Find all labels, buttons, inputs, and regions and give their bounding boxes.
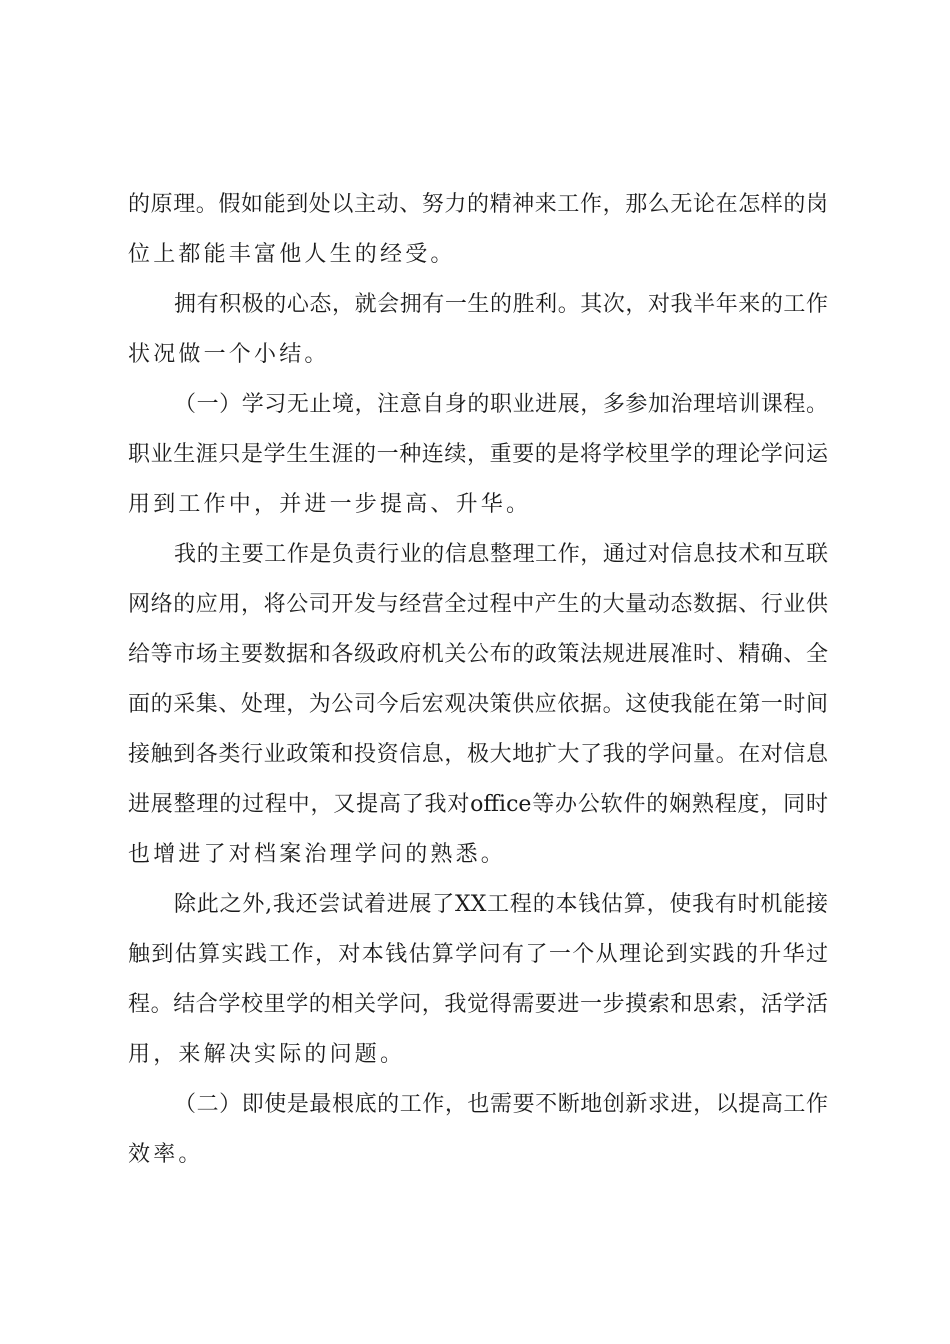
text-line: 网络的应用，将公司开发与经营全过程中产生的大量动态数据、行业供 — [128, 592, 828, 617]
text-line: 位上都能丰富他人生的经受。 — [128, 242, 456, 267]
text-line: 职业生涯只是学生生涯的一种连续，重要的是将学校里学的理论学问运 — [128, 442, 828, 467]
text-line: 也增进了对档案治理学问的熟悉。 — [128, 842, 507, 867]
text-line: 我的主要工作是负责行业的信息整理工作，通过对信息技术和互联 — [174, 542, 828, 567]
text-line: 接触到各类行业政策和投资信息，极大地扩大了我的学问量。在对信息 — [128, 742, 828, 767]
text-line: 触到估算实践工作，对本钱估算学问有了一个从理论到实践的升华过 — [128, 942, 828, 967]
text-line: （二）即使是最根底的工作，也需要不断地创新求进，以提高工作 — [174, 1092, 828, 1117]
text-line: 除此之外,我还尝试着进展了XX工程的本钱估算，使我有时机能接 — [174, 892, 828, 917]
text-line: 进展整理的过程中，又提高了我对office等办公软件的娴熟程度，同时 — [128, 792, 828, 817]
text-line: 状况做一个小结。 — [128, 342, 330, 367]
text-line: 拥有积极的心态，就会拥有一生的胜利。其次，对我半年来的工作 — [174, 292, 828, 317]
text-line: 用，来解决实际的问题。 — [128, 1042, 406, 1067]
text-line: 给等市场主要数据和各级政府机关公布的政策法规进展准时、精确、全 — [128, 642, 828, 667]
text-line: 程。结合学校里学的相关学问，我觉得需要进一步摸索和思索，活学活 — [128, 992, 828, 1017]
text-line: 效率。 — [128, 1142, 204, 1167]
text-line: 面的采集、处理，为公司今后宏观决策供应依据。这使我能在第一时间 — [128, 692, 828, 717]
text-line: 用到工作中，并进一步提高、升华。 — [128, 492, 532, 517]
text-line: 的原理。假如能到处以主动、努力的精神来工作，那么无论在怎样的岗 — [128, 192, 828, 217]
text-line: （一）学习无止境，注意自身的职业进展，多参加治理培训课程。 — [174, 392, 828, 417]
